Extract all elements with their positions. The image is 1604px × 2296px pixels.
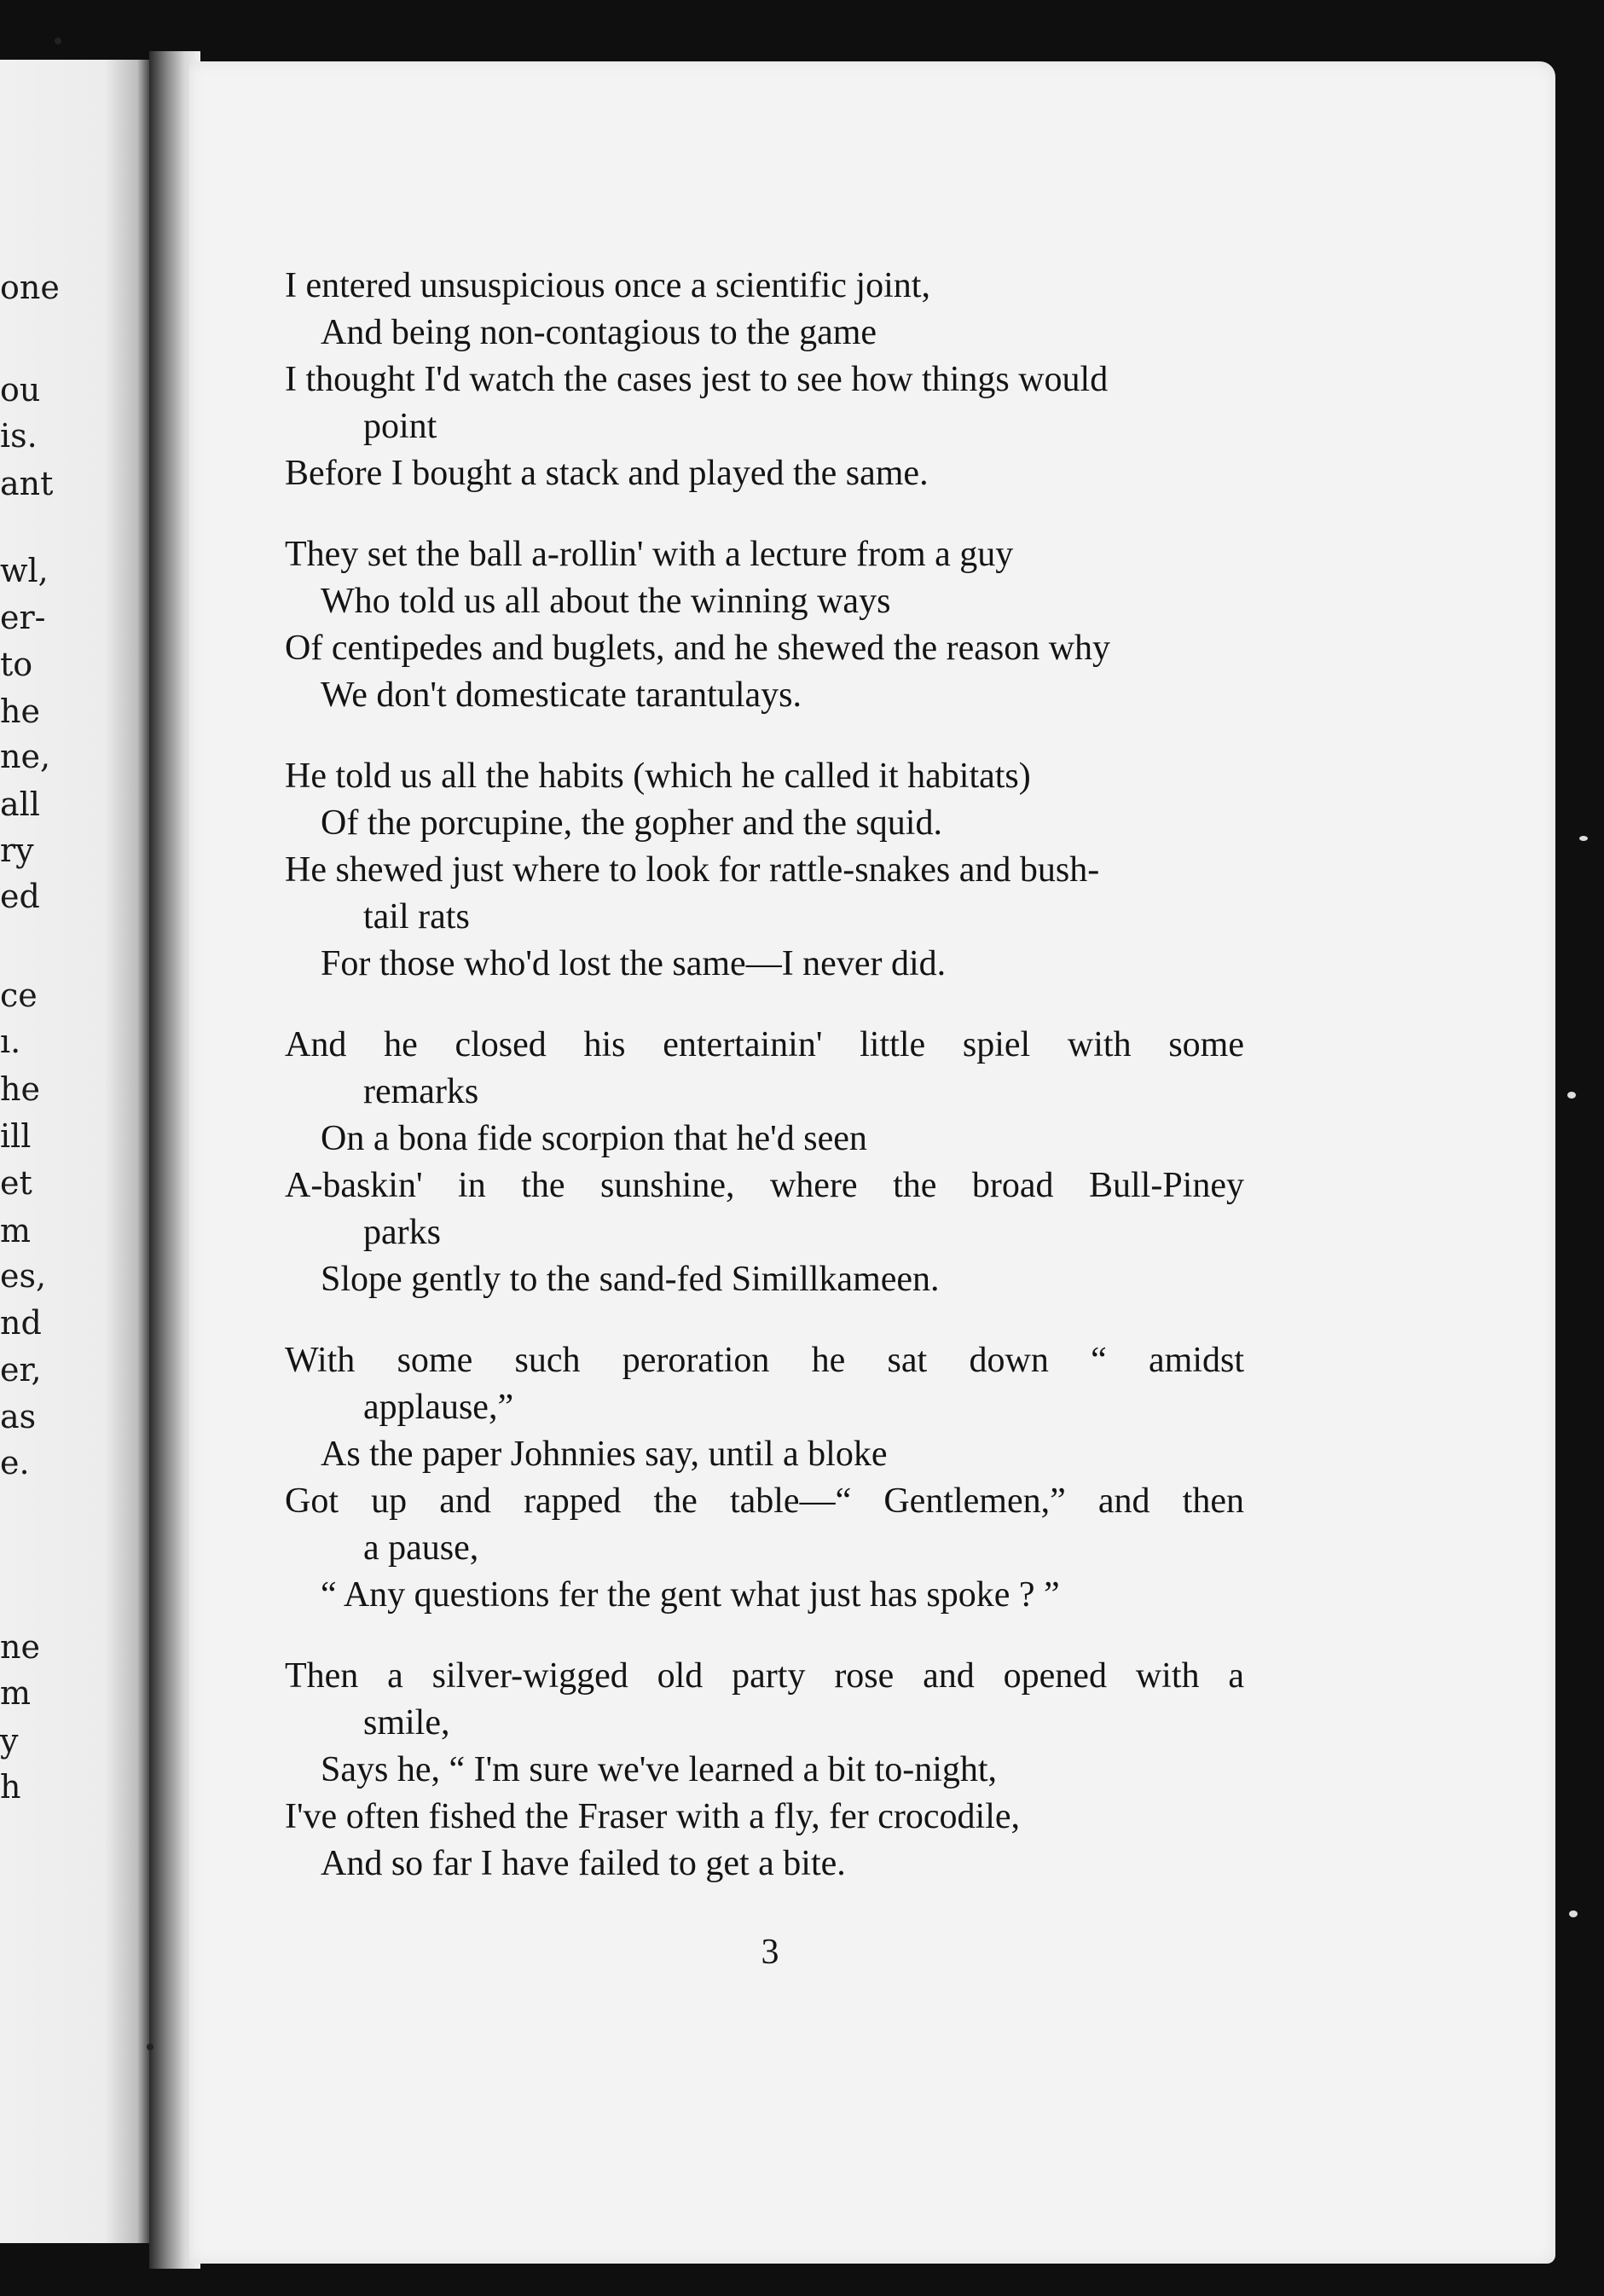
poem-line: Says he, “ I'm sure we've learned a bit to-night, (321, 1750, 998, 1789)
facing-page-fragment: as (0, 1398, 37, 1435)
facing-page-fragment: to (0, 646, 33, 683)
poem-line: Then a silver-wigged old party rose and opened with a (285, 1656, 1244, 1696)
stanza-2 (285, 531, 1265, 719)
facing-page-edge (0, 60, 149, 2243)
stanza-6 (285, 1653, 1265, 1887)
poem-line: I entered unsuspicious once a scientific joint, (285, 266, 930, 305)
facing-page-fragment: ne (0, 1628, 40, 1666)
stanza-5 (285, 1337, 1265, 1619)
scan-speck (1567, 1092, 1576, 1099)
poem-line: As the paper Johnnies say, until a bloke (321, 1435, 888, 1474)
facing-page-fragment: he (0, 1070, 40, 1108)
scan-speck (147, 2044, 153, 2050)
poem-line: point (363, 407, 437, 446)
poem-line: smile, (363, 1703, 450, 1742)
poem-line: parks (363, 1213, 441, 1252)
poem-line: They set the ball a-rollin' with a lecture from a guy (285, 535, 1014, 574)
facing-page-fragment: ed (0, 878, 40, 915)
facing-page-fragment: he (0, 693, 40, 730)
stanza-4 (285, 1022, 1265, 1303)
facing-page-fragment: nd (0, 1304, 42, 1342)
poem-line: Slope gently to the sand-fed Simillkameen. (321, 1260, 940, 1299)
scan-speck (1579, 836, 1588, 841)
poem-line: And he closed his entertainin' little spiel with some (285, 1025, 1244, 1064)
facing-page-fragment: m (0, 1212, 32, 1249)
poem-line: And being non-contagious to the game (321, 313, 877, 352)
facing-page-fragment: ou (0, 371, 41, 409)
poem-line: On a bona fide scorpion that he'd seen (321, 1119, 867, 1158)
poem-line: With some such peroration he sat down “ amidst (285, 1341, 1244, 1380)
facing-page-fragment: er- (0, 599, 46, 636)
facing-page-fragment: es, (0, 1257, 47, 1295)
facing-page-fragment: e. (0, 1444, 30, 1481)
poem-line: I thought I'd watch the cases jest to see how things would (285, 360, 1109, 399)
facing-page-fragment: y (0, 1722, 19, 1760)
poem-line: And so far I have failed to get a bite. (321, 1844, 846, 1883)
facing-page-fragment: ce (0, 977, 38, 1014)
facing-page-fragment: is. (0, 417, 38, 455)
facing-page-fragment: ill (0, 1117, 32, 1155)
facing-page-fragment: wl, (0, 552, 49, 589)
scan-speck (1569, 1910, 1578, 1917)
poem-line: applause,” (363, 1388, 514, 1427)
facing-page-fragment: er, (0, 1351, 42, 1389)
facing-page-fragment: all (0, 786, 40, 823)
facing-page-fragment: ne, (0, 738, 51, 775)
poem-line: a pause, (363, 1528, 479, 1568)
facing-page-fragment: ant (0, 465, 54, 502)
poem-line: Of centipedes and buglets, and he shewed the reason why (285, 629, 1111, 668)
facing-page-fragment: et (0, 1164, 32, 1202)
poem-line: I've often fished the Fraser with a fly, fer crocodile, (285, 1797, 1021, 1836)
poem-line: Of the porcupine, the gopher and the squid. (321, 803, 942, 843)
facing-page-fragment: h (0, 1768, 21, 1806)
page-number: 3 (761, 1933, 779, 1972)
poem-line: He shewed just where to look for rattle-snakes and bush- (285, 850, 1100, 890)
scan-speck (55, 38, 61, 44)
poem-line: tail rats (363, 897, 470, 936)
poem-line: Before I bought a stack and played the same. (285, 454, 929, 493)
facing-page-fragment: m (0, 1674, 32, 1712)
poem-body (285, 263, 1265, 1922)
poem-line: remarks (363, 1072, 479, 1111)
poem-line: Got up and rapped the table—“ Gentlemen,” and then (285, 1481, 1244, 1521)
poem-line: “ Any questions fer the gent what just has spoke ? ” (321, 1575, 1060, 1615)
facing-page-fragment: ı. (0, 1023, 21, 1060)
poem-line: He told us all the habits (which he called it habitats) (285, 757, 1031, 796)
stanza-1 (285, 263, 1265, 497)
facing-page-fragment: ry (0, 832, 34, 869)
poem-line: A-baskin' in the sunshine, where the broad Bull-Piney (285, 1166, 1244, 1205)
poem-line: Who told us all about the winning ways (321, 582, 891, 621)
facing-page-fragment: one (0, 269, 60, 306)
poem-line: We don't domesticate tarantulays. (321, 675, 802, 715)
poem-line: For those who'd lost the same—I never did. (321, 944, 947, 983)
stanza-3 (285, 753, 1265, 988)
